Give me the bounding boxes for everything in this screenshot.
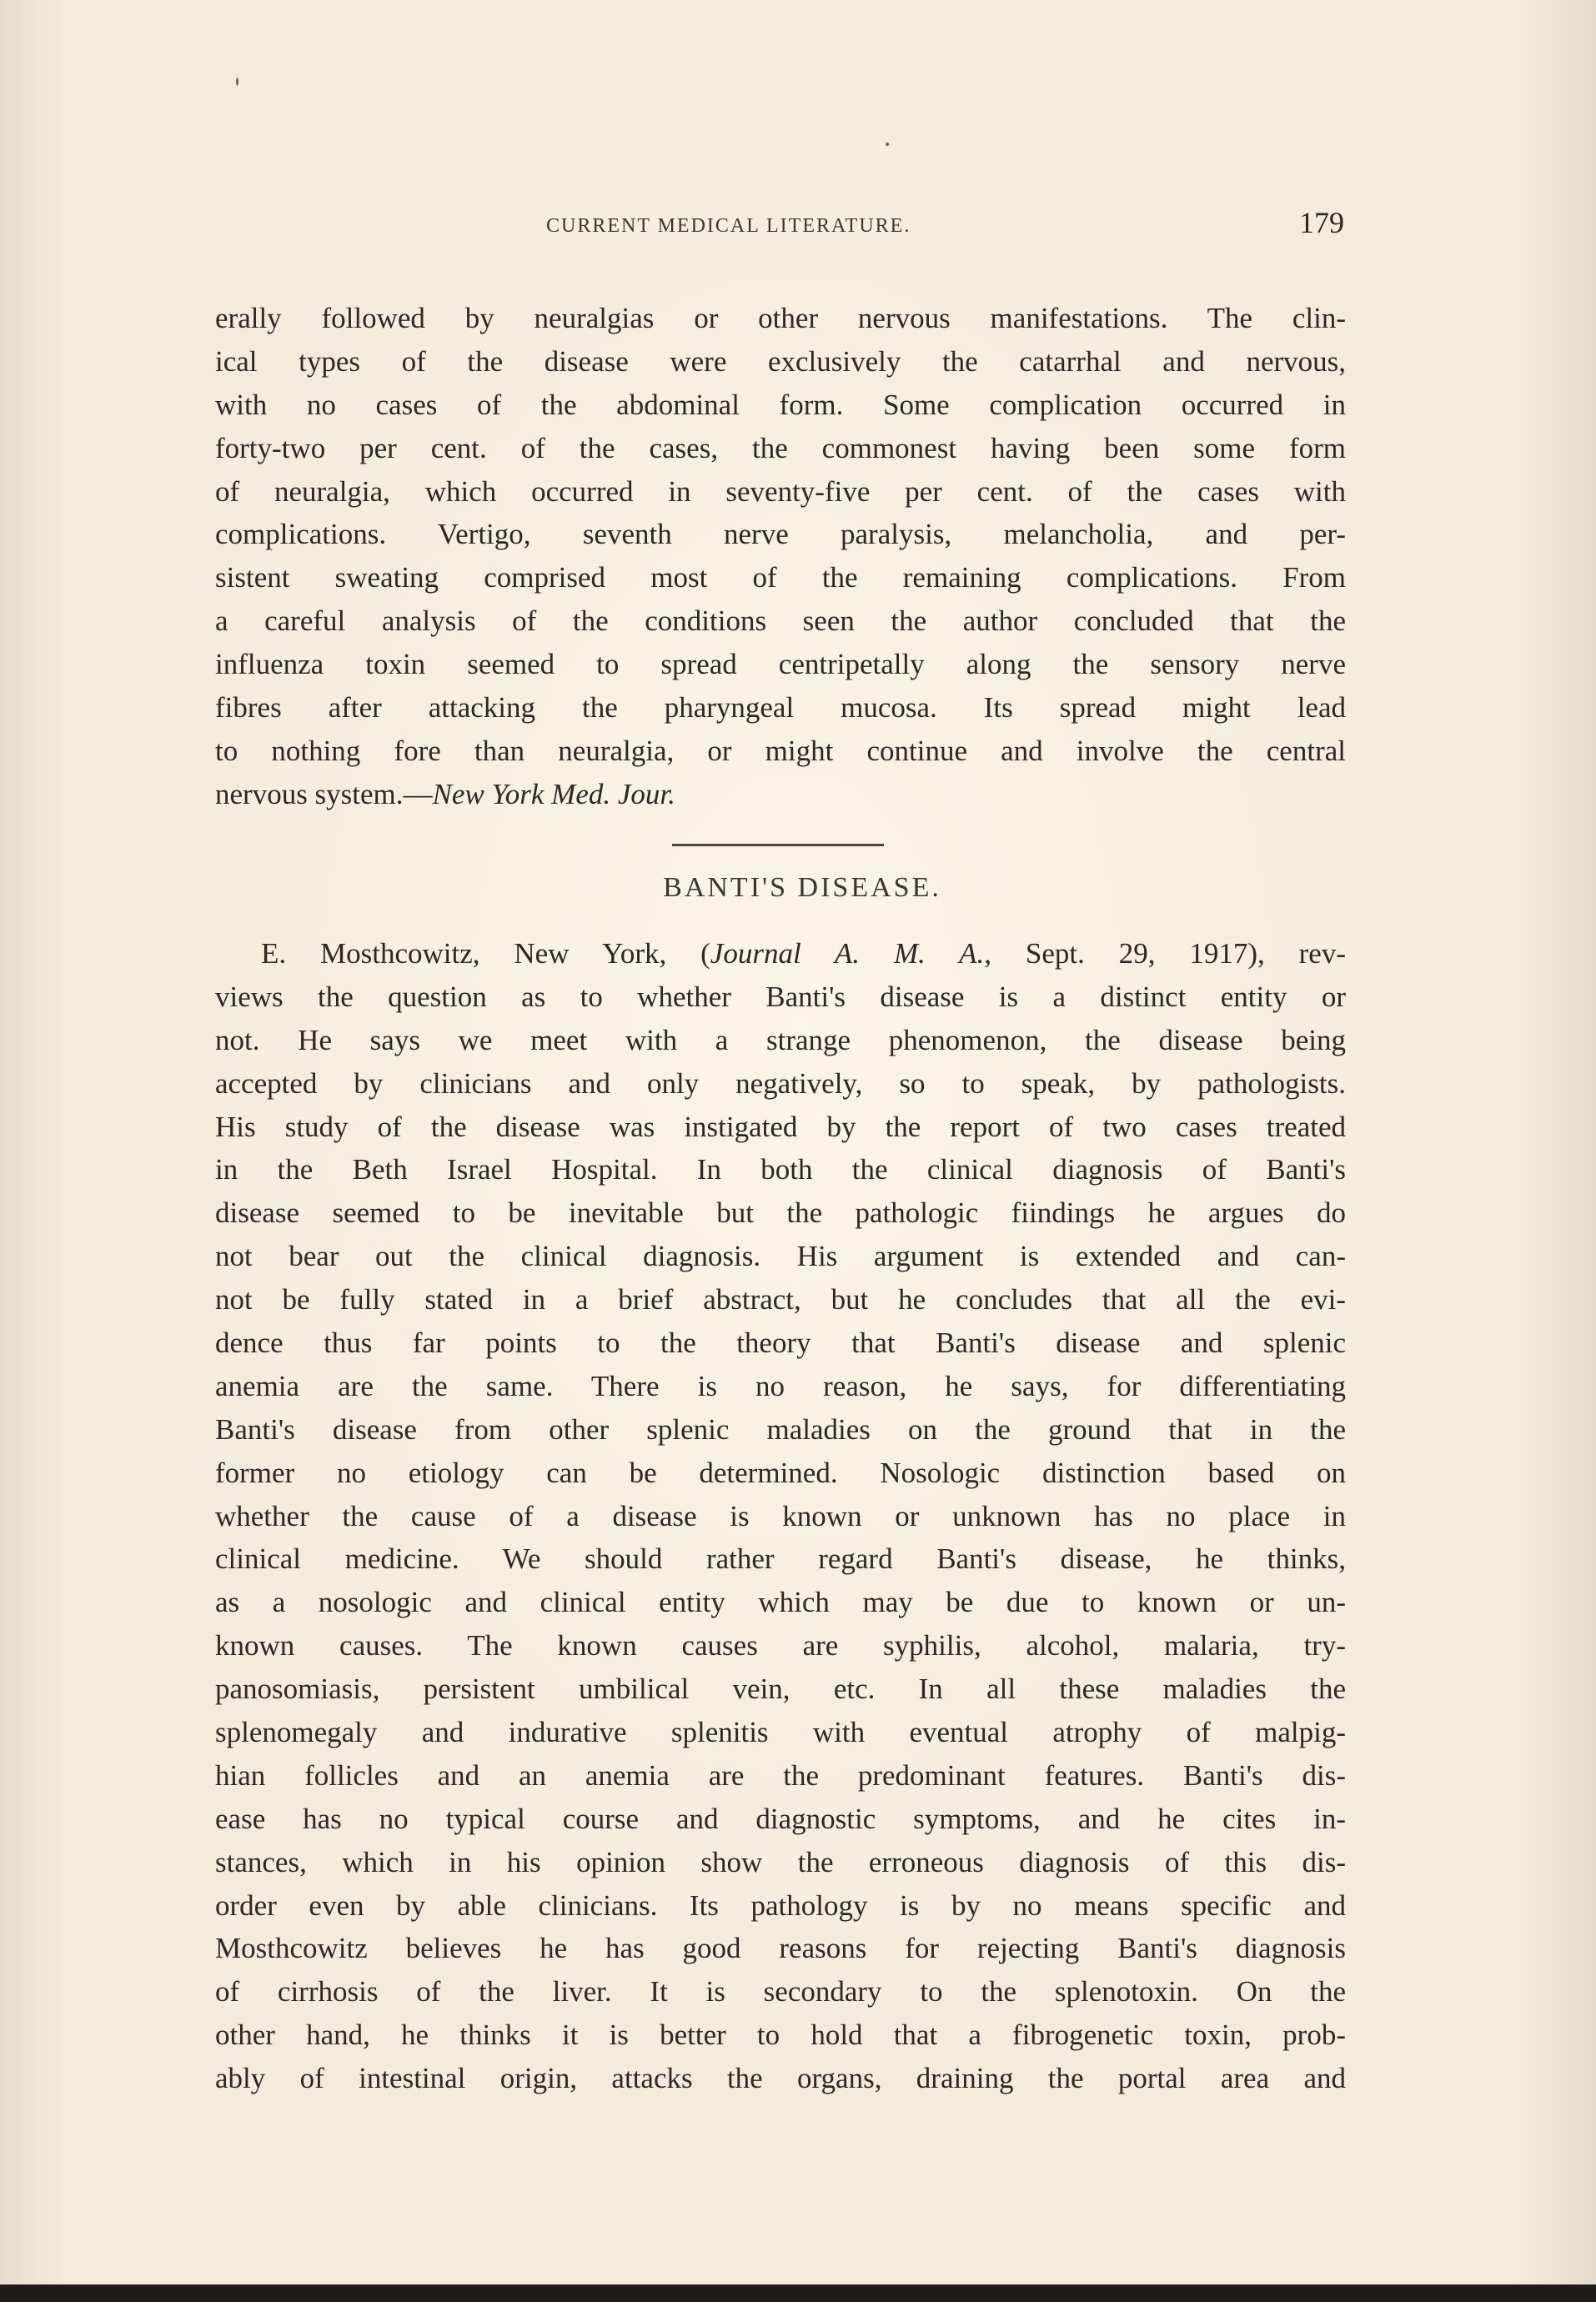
text-fragment: nervous system.—	[215, 777, 433, 810]
text-line: stances, which in his opinion show the erroneous diagnosis of this dis-	[215, 1845, 1346, 1878]
text-line: not bear out the clinical diagnosis. His argument is extended and can-	[215, 1240, 1346, 1273]
text-line: to nothing fore than neuralgia, or might continue and involve the central	[215, 734, 1346, 767]
article-title: BANTI'S DISEASE.	[663, 872, 941, 903]
text-line: splenomegaly and indurative splenitis with eventual atrophy of malpig-	[215, 1716, 1346, 1749]
text-line-first	[215, 932, 1346, 975]
text-line: known causes. The known causes are syphilis, alcohol, malaria, try-	[215, 1629, 1346, 1663]
text-line: of neuralgia, which occurred in seventy-five per cent. of the cases with	[215, 474, 1346, 508]
text-line: views the question as to whether Banti's disease is a distinct entity or	[215, 980, 1346, 1013]
text-line: not. He says we meet with a strange phenomenon, the disease being	[215, 1023, 1346, 1056]
text-line: clinical medicine. We should rather regard Banti's disease, he thinks,	[215, 1542, 1346, 1576]
text-line: anemia are the same. There is no reason, he says, for differentiating	[215, 1369, 1346, 1402]
print-speck	[236, 78, 238, 86]
text-line: Mosthcowitz believes he has good reasons for rejecting Banti's diagnosis	[215, 1932, 1346, 1965]
article-paragraph	[215, 932, 1346, 2100]
text-line: complications. Vertigo, seventh nerve paralysis, melancholia, and per-	[215, 518, 1346, 551]
text-line: as a nosologic and clinical entity which may be due to known or un-	[215, 1586, 1346, 1619]
text-line: fibres after attacking the pharyngeal mucosa. Its spread might lead	[215, 691, 1346, 725]
text-line: forty-two per cent. of the cases, the commonest having been some form	[215, 431, 1346, 464]
text-line: Banti's disease from other splenic maladies on the ground that in the	[215, 1412, 1346, 1446]
text-fragment: , Sept. 29, 1917), rev-	[984, 937, 1346, 970]
running-head: CURRENT MEDICAL LITERATURE.	[546, 215, 911, 237]
text-line: panosomiasis, persistent umbilical vein, etc. In all these maladies the	[215, 1673, 1346, 1706]
text-line-final	[215, 773, 1346, 816]
text-fragment: E. Mosthcowitz, New York, (	[261, 937, 710, 970]
text-line: disease seemed to be inevitable but the pathologic fiindings he argues do	[215, 1196, 1346, 1230]
text-line: hian follicles and an anemia are the predominant features. Banti's dis-	[215, 1758, 1346, 1792]
print-speck	[886, 143, 889, 146]
page-number: 179	[1299, 206, 1344, 239]
page-bottom-edge	[0, 2284, 1596, 2302]
text-line: a careful analysis of the conditions seen the author concluded that the	[215, 604, 1346, 638]
text-line: of cirrhosis of the liver. It is secondary to the splenotoxin. On the	[215, 1975, 1346, 2009]
text-line: with no cases of the abdominal form. Some complication occurred in	[215, 388, 1346, 421]
text-line: ical types of the disease were exclusively the catarrhal and nervous,	[215, 344, 1346, 378]
text-line: sistent sweating comprised most of the remaining complications. From	[215, 561, 1346, 594]
text-line: accepted by clinicians and only negatively, so to speak, by pathologists.	[215, 1066, 1346, 1100]
text-line: erally followed by neuralgias or other nervous manifestations. The clin-	[215, 302, 1346, 334]
section-divider	[672, 844, 884, 846]
journal-citation: Journal A. M. A.	[710, 937, 985, 970]
text-line: ably of intestinal origin, attacks the organs, draining the portal area and	[215, 2062, 1346, 2095]
text-line: dence thus far points to the theory that Banti's disease and splenic	[215, 1327, 1346, 1360]
text-line: influenza toxin seemed to spread centripetally along the sensory nerve	[215, 648, 1346, 681]
text-line: former no etiology can be determined. Nosologic distinction based on	[215, 1456, 1346, 1489]
text-line: in the Beth Israel Hospital. In both the clinical diagnosis of Banti's	[215, 1153, 1346, 1186]
text-line: not be fully stated in a brief abstract, but he concludes that all the evi-	[215, 1283, 1346, 1317]
continuation-paragraph	[215, 297, 1346, 816]
text-line: order even by able clinicians. Its pathology is by no means specific and	[215, 1888, 1346, 1922]
text-line: whether the cause of a disease is known or unknown has no place in	[215, 1499, 1346, 1532]
text-line: ease has no typical course and diagnostic symptoms, and he cites in-	[215, 1802, 1346, 1835]
text-line: His study of the disease was instigated by the report of two cases treated	[215, 1110, 1346, 1143]
source-citation: New York Med. Jour.	[432, 777, 675, 810]
text-line: other hand, he thinks it is better to hold that a fibrogenetic toxin, prob-	[215, 2019, 1346, 2052]
